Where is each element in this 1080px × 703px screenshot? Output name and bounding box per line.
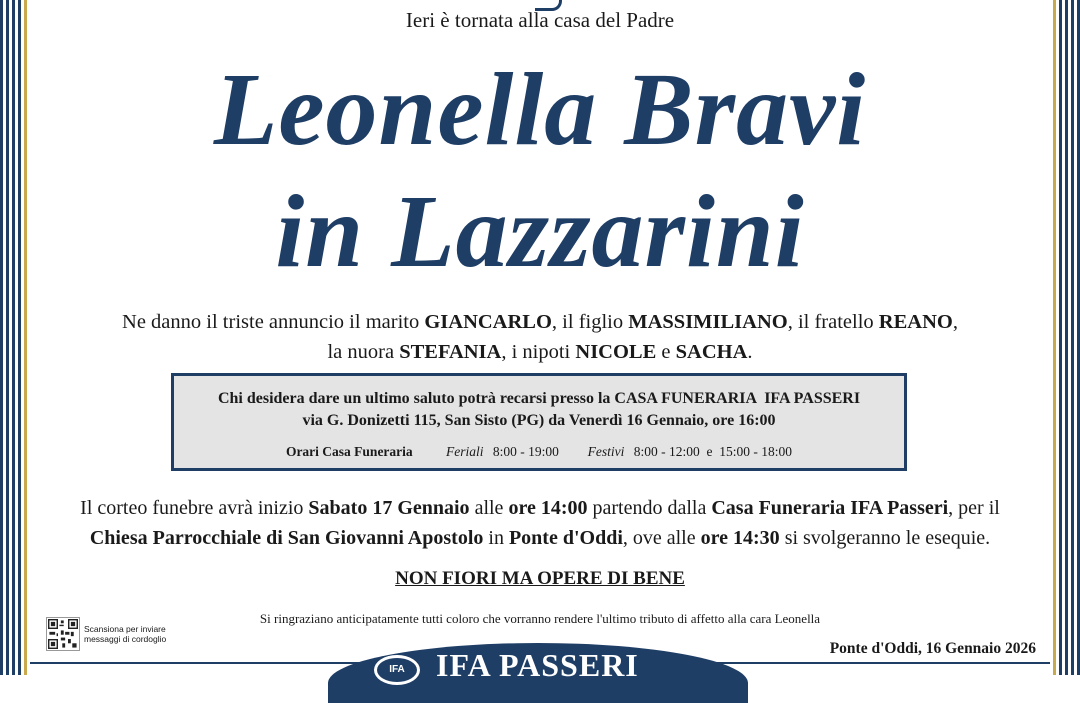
text-run: si svolgeranno le esequie. bbox=[779, 527, 991, 549]
deceased-married-name: in Lazzarini bbox=[275, 174, 805, 289]
hours-label: Orari Casa Funeraria bbox=[285, 444, 413, 459]
decorative-border-right bbox=[1050, 0, 1080, 675]
announcement-line-1 bbox=[30, 307, 1050, 337]
obituary-notice bbox=[30, 0, 1050, 683]
emphasized-text: Ponte d'Oddi bbox=[508, 527, 623, 549]
qr-code-icon[interactable] bbox=[46, 617, 80, 651]
procession-line-1 bbox=[30, 493, 1050, 523]
text-run: . bbox=[747, 341, 753, 363]
emphasized-text: ore 14:00 bbox=[508, 497, 588, 519]
emphasized-text: MASSIMILIANO bbox=[628, 311, 788, 333]
emphasized-text: GIANCARLO bbox=[424, 311, 552, 333]
weekday-hours: 8:00 - 19:00 bbox=[492, 444, 559, 459]
text-run: , bbox=[952, 311, 958, 333]
announcement-line-2 bbox=[30, 337, 1050, 367]
qr-caption: Scansiona per inviare messaggi di cordoglio bbox=[84, 624, 167, 644]
text-run: e bbox=[656, 341, 676, 363]
holiday-hours: 8:00 - 12:00 e 15:00 - 18:00 bbox=[633, 444, 793, 459]
thanks-note: Si ringraziano anticipatamente tutti coloro che vorranno rendere l'ultimo tributo di affetto alla cara Leonella bbox=[259, 611, 821, 626]
emphasized-text: SACHA bbox=[675, 341, 748, 363]
text-run: Ne danno il triste annuncio il marito bbox=[122, 311, 425, 333]
weekday-label: Feriali bbox=[446, 444, 484, 459]
text-run: la nuora bbox=[327, 341, 400, 363]
emphasized-text: STEFANIA bbox=[399, 341, 502, 363]
logo-emblem-icon: IFA bbox=[374, 655, 420, 685]
visitation-box bbox=[171, 373, 907, 471]
text-run: , per il bbox=[948, 497, 1000, 519]
deceased-name: Leonella Bravi bbox=[213, 52, 867, 167]
announcement bbox=[30, 307, 1050, 367]
text-run: , ove alle bbox=[622, 527, 701, 549]
place-and-date: Ponte d'Oddi, 16 Gennaio 2026 bbox=[829, 640, 1036, 657]
decorative-border-left bbox=[0, 0, 30, 675]
text-run: in bbox=[483, 527, 509, 549]
procession-line-2 bbox=[30, 523, 1050, 553]
visitation-line-2: via G. Donizetti 115, San Sisto (PG) da Venerdì 16 Gennaio, ore 16:00 bbox=[302, 412, 776, 429]
holiday-label: Festivi bbox=[587, 444, 625, 459]
logo-text: IFA PASSERI bbox=[436, 647, 639, 683]
visitation-line-1: Chi desidera dare un ultimo saluto potrà recarsi presso la CASA FUNERARIA IFA PASSERI bbox=[217, 390, 861, 407]
emphasized-text: REANO bbox=[878, 311, 953, 333]
no-flowers-note: NON FIORI MA OPERE DI BENE bbox=[395, 568, 685, 589]
emphasized-text: Casa Funeraria IFA Passeri bbox=[711, 497, 949, 519]
text-run: partendo dalla bbox=[587, 497, 712, 519]
opening-hours bbox=[174, 444, 904, 460]
emphasized-text: ore 14:30 bbox=[700, 527, 780, 549]
emphasized-text: Sabato 17 Gennaio bbox=[308, 497, 470, 519]
text-run: , il figlio bbox=[551, 311, 629, 333]
text-run: , i nipoti bbox=[501, 341, 576, 363]
funeral-home-logo bbox=[328, 643, 748, 703]
text-run: alle bbox=[469, 497, 509, 519]
funeral-procession bbox=[30, 493, 1050, 553]
emphasized-text: Chiesa Parrocchiale di San Giovanni Apostolo bbox=[89, 527, 484, 549]
intro-text: Ieri è tornata alla casa del Padre bbox=[405, 8, 675, 32]
text-run: Il corteo funebre avrà inizio bbox=[80, 497, 309, 519]
text-run: , il fratello bbox=[787, 311, 879, 333]
emphasized-text: NICOLE bbox=[575, 341, 657, 363]
